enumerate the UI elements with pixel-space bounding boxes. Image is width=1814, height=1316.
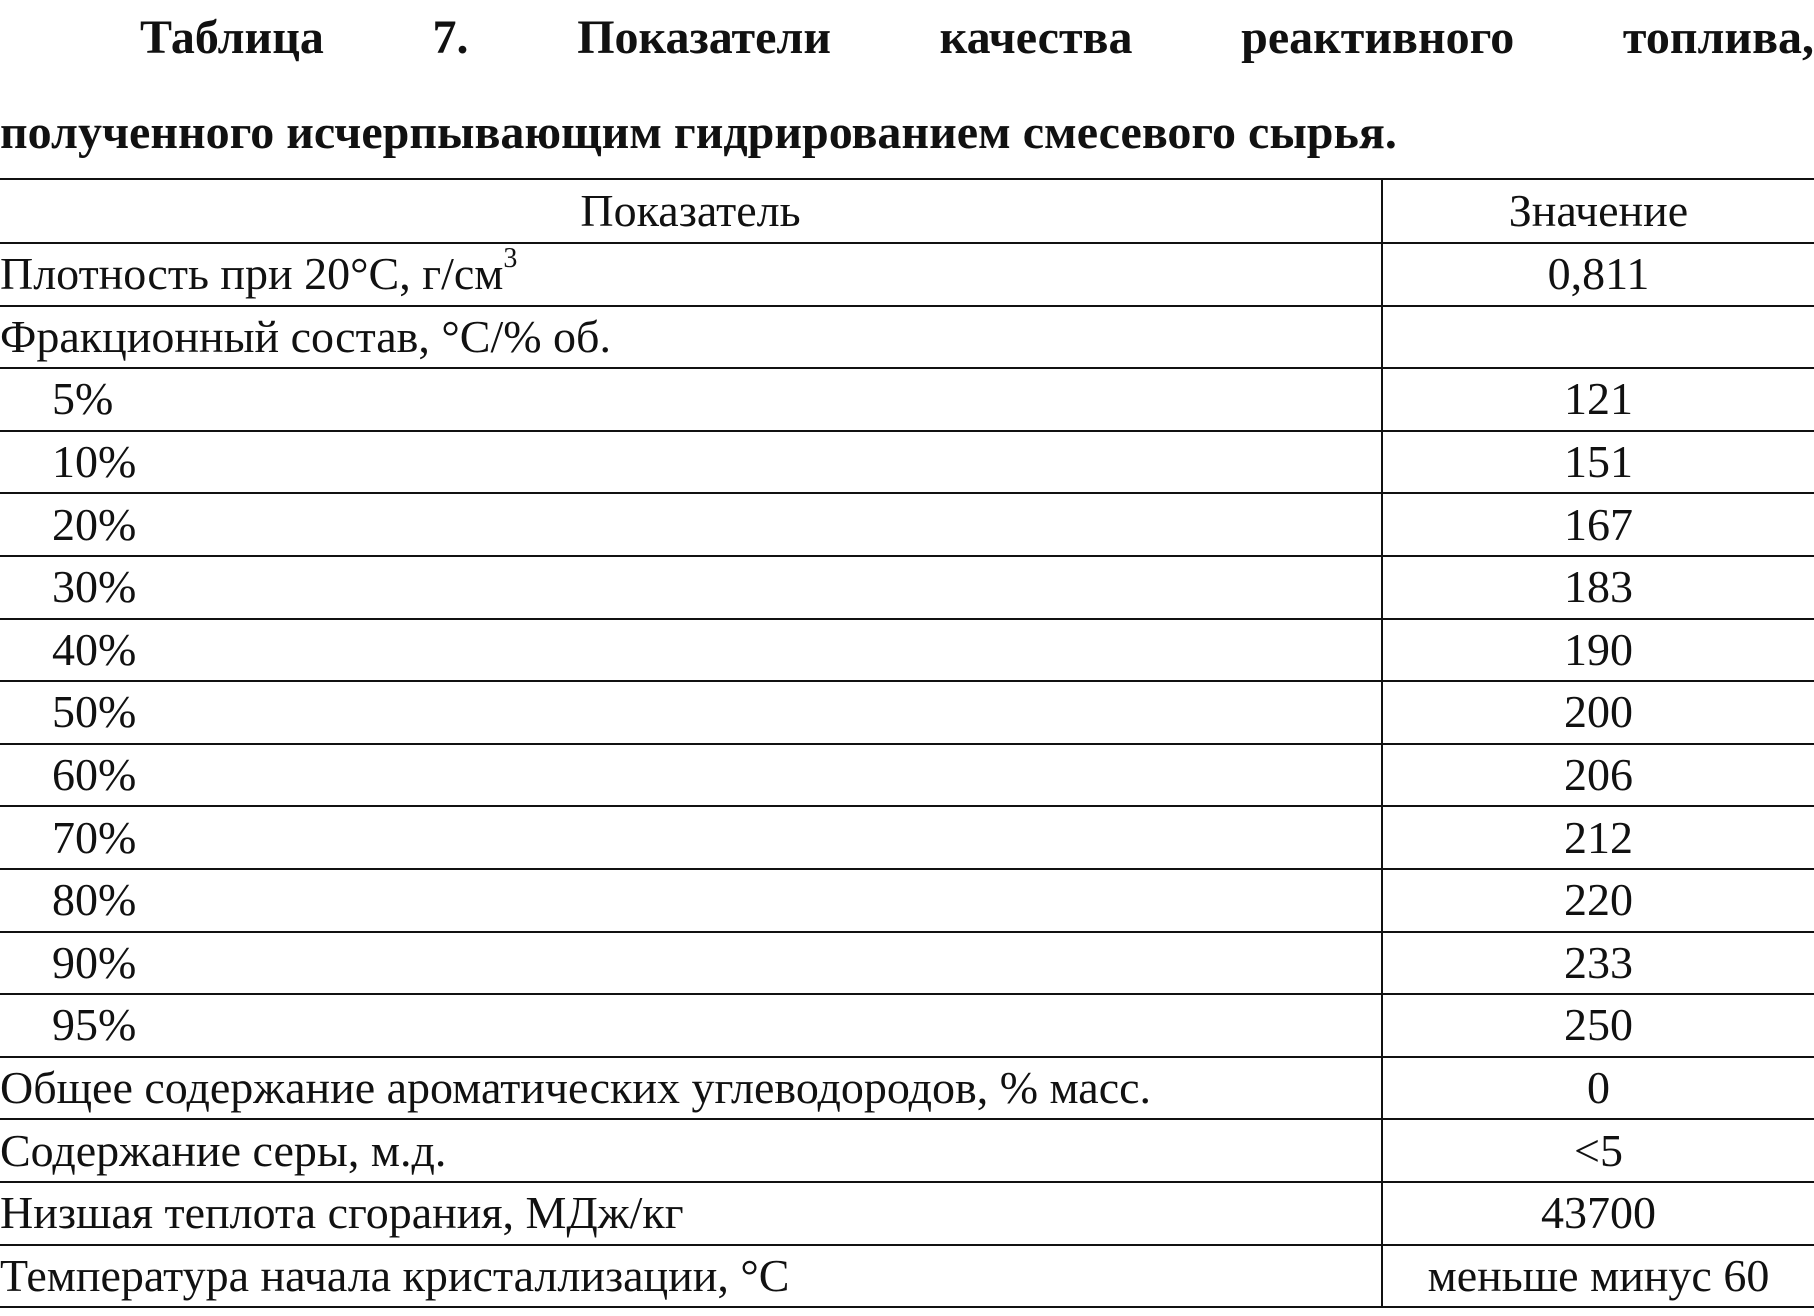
row-label: 60% — [0, 744, 1382, 807]
table-row — [0, 1119, 1814, 1182]
row-label: 5% — [0, 368, 1382, 431]
caption-word: Таблица — [140, 10, 324, 64]
row-value: 151 — [1382, 431, 1814, 494]
row-value: 250 — [1382, 994, 1814, 1057]
caption-line-2: полученного исчерпывающим гидрированием смесевого сырья. — [0, 106, 1397, 159]
table-row — [0, 619, 1814, 682]
table-row — [0, 681, 1814, 744]
table-row — [0, 1182, 1814, 1245]
table-row — [0, 556, 1814, 619]
row-label: 10% — [0, 431, 1382, 494]
row-label: Низшая теплота сгорания, МДж/кг — [0, 1182, 1382, 1245]
table-row — [0, 243, 1814, 306]
table-row — [0, 744, 1814, 807]
table-row — [0, 806, 1814, 869]
row-value: 200 — [1382, 681, 1814, 744]
row-value: 43700 — [1382, 1182, 1814, 1245]
caption-word: Показатели — [577, 10, 831, 64]
table-row — [0, 493, 1814, 556]
table-row — [0, 1057, 1814, 1120]
row-value: 121 — [1382, 368, 1814, 431]
row-value: 0 — [1382, 1057, 1814, 1120]
row-label: 40% — [0, 619, 1382, 682]
table-row — [0, 994, 1814, 1057]
header-value: Значение — [1382, 179, 1814, 243]
caption-word: реактивного — [1241, 10, 1515, 64]
row-value: 206 — [1382, 744, 1814, 807]
row-value: 190 — [1382, 619, 1814, 682]
row-value: 167 — [1382, 493, 1814, 556]
caption-word: качества — [939, 10, 1133, 64]
row-label: 50% — [0, 681, 1382, 744]
row-label: Фракционный состав, °С/% об. — [0, 306, 1382, 369]
row-value: 0,811 — [1382, 243, 1814, 306]
density-superscript: 3 — [503, 243, 518, 275]
row-value: меньше минус 60 — [1382, 1245, 1814, 1308]
row-value: 183 — [1382, 556, 1814, 619]
table-row — [0, 1245, 1814, 1308]
row-label: 95% — [0, 994, 1382, 1057]
table-row — [0, 306, 1814, 369]
row-label: 20% — [0, 493, 1382, 556]
caption-line-1 — [140, 2, 1814, 72]
row-value: 233 — [1382, 932, 1814, 995]
row-label: Содержание серы, м.д. — [0, 1119, 1382, 1182]
density-label: Плотность при 20°С, г/см — [0, 248, 504, 300]
row-value: <5 — [1382, 1119, 1814, 1182]
caption-word: топлива, — [1622, 10, 1814, 64]
row-value — [1382, 306, 1814, 369]
row-label: Общее содержание ароматических углеводородов, % масс. — [0, 1057, 1382, 1120]
header-indicator: Показатель — [0, 179, 1382, 243]
table-row — [0, 368, 1814, 431]
row-value: 220 — [1382, 869, 1814, 932]
table-row — [0, 932, 1814, 995]
row-label — [0, 243, 1382, 306]
quality-table — [0, 178, 1814, 1308]
row-label: 70% — [0, 806, 1382, 869]
row-label: 90% — [0, 932, 1382, 995]
row-label: Температура начала кристаллизации, °С — [0, 1245, 1382, 1308]
row-label: 30% — [0, 556, 1382, 619]
row-label: 80% — [0, 869, 1382, 932]
caption-word: 7. — [432, 10, 469, 64]
table-header-row — [0, 179, 1814, 243]
table-row — [0, 869, 1814, 932]
row-value: 212 — [1382, 806, 1814, 869]
table-row — [0, 431, 1814, 494]
